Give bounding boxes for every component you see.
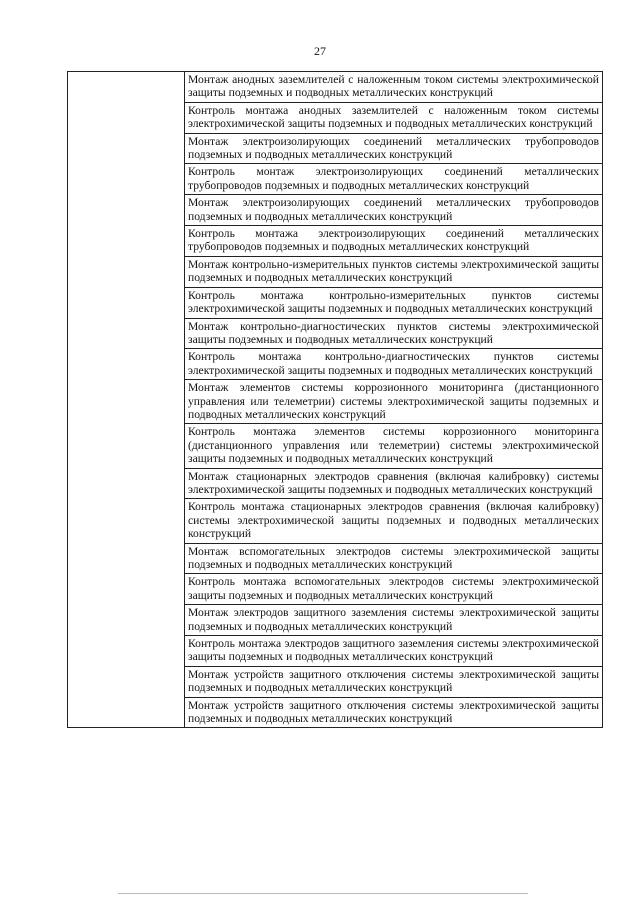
table-cell: Контроль монтажа стационарных электродов сравнения (включая калибровку) системы электрохимической защиты подземных и подводных металлических конструкций bbox=[185, 499, 603, 543]
table-cell: Контроль монтажа элементов системы коррозионного мониторинга (дистанционного управления или телеметрии) системы электрохимической защиты подземных и подводных металлических конструкций bbox=[185, 424, 603, 468]
table-cell: Контроль монтажа контрольно-измерительных пунктов системы электрохимической защиты подземных и подводных металлических конструкций bbox=[185, 287, 603, 318]
table-cell: Монтаж элементов системы коррозионного мониторинга (дистанционного управления или телеметрии) системы электрохимической защиты подземных и подводных металлических конструкций bbox=[185, 380, 603, 424]
table-cell: Монтаж стационарных электродов сравнения (включая калибровку) системы электрохимической защиты подземных и подводных металлических конструкций bbox=[185, 468, 603, 499]
table-cell: Монтаж электроизолирующих соединений металлических трубопроводов подземных и подводных металлических конструкций bbox=[185, 195, 603, 226]
table-cell: Монтаж контрольно-диагностических пунктов системы электрохимической защиты подземных и подводных металлических конструкций bbox=[185, 318, 603, 349]
table-cell: Контроль монтажа анодных заземлителей с наложенным током системы электрохимической защиты подземных и подводных металлических конструкций bbox=[185, 102, 603, 133]
left-column-cell bbox=[68, 72, 185, 728]
table-cell: Контроль монтаж электроизолирующих соединений металлических трубопроводов подземных и подводных металлических конструкций bbox=[185, 164, 603, 195]
table-cell: Монтаж устройств защитного отключения системы электрохимической защиты подземных и подводных металлических конструкций bbox=[185, 697, 603, 728]
table-row bbox=[68, 72, 603, 103]
table-cell: Монтаж анодных заземлителей с наложенным током системы электрохимической защиты подземных и подводных металлических конструкций bbox=[185, 72, 603, 103]
table-cell: Контроль монтажа контрольно-диагностических пунктов системы электрохимической защиты подземных и подводных металлических конструкций bbox=[185, 349, 603, 380]
table-cell: Монтаж устройств защитного отключения системы электрохимической защиты подземных и подводных металлических конструкций bbox=[185, 666, 603, 697]
table-cell: Контроль монтажа вспомогательных электродов системы электрохимической защиты подземных и подводных металлических конструкций bbox=[185, 574, 603, 605]
page-number: 27 bbox=[314, 44, 326, 58]
table-cell: Контроль монтажа электроизолирующих соединений металлических трубопроводов подземных и подводных металлических конструкций bbox=[185, 226, 603, 257]
table-cell: Монтаж контрольно-измерительных пунктов системы электрохимической защиты подземных и подводных металлических конструкций bbox=[185, 256, 603, 287]
scan-edge-line bbox=[118, 893, 528, 894]
table-cell: Контроль монтажа электродов защитного заземления системы электрохимической защиты подземных и подводных металлических конструкций bbox=[185, 636, 603, 667]
activity-table bbox=[67, 71, 603, 728]
table-cell: Монтаж электроизолирующих соединений металлических трубопроводов подземных и подводных металлических конструкций bbox=[185, 133, 603, 164]
table-cell: Монтаж электродов защитного заземления системы электрохимической защиты подземных и подводных металлических конструкций bbox=[185, 605, 603, 636]
table-cell: Монтаж вспомогательных электродов системы электрохимической защиты подземных и подводных металлических конструкций bbox=[185, 543, 603, 574]
